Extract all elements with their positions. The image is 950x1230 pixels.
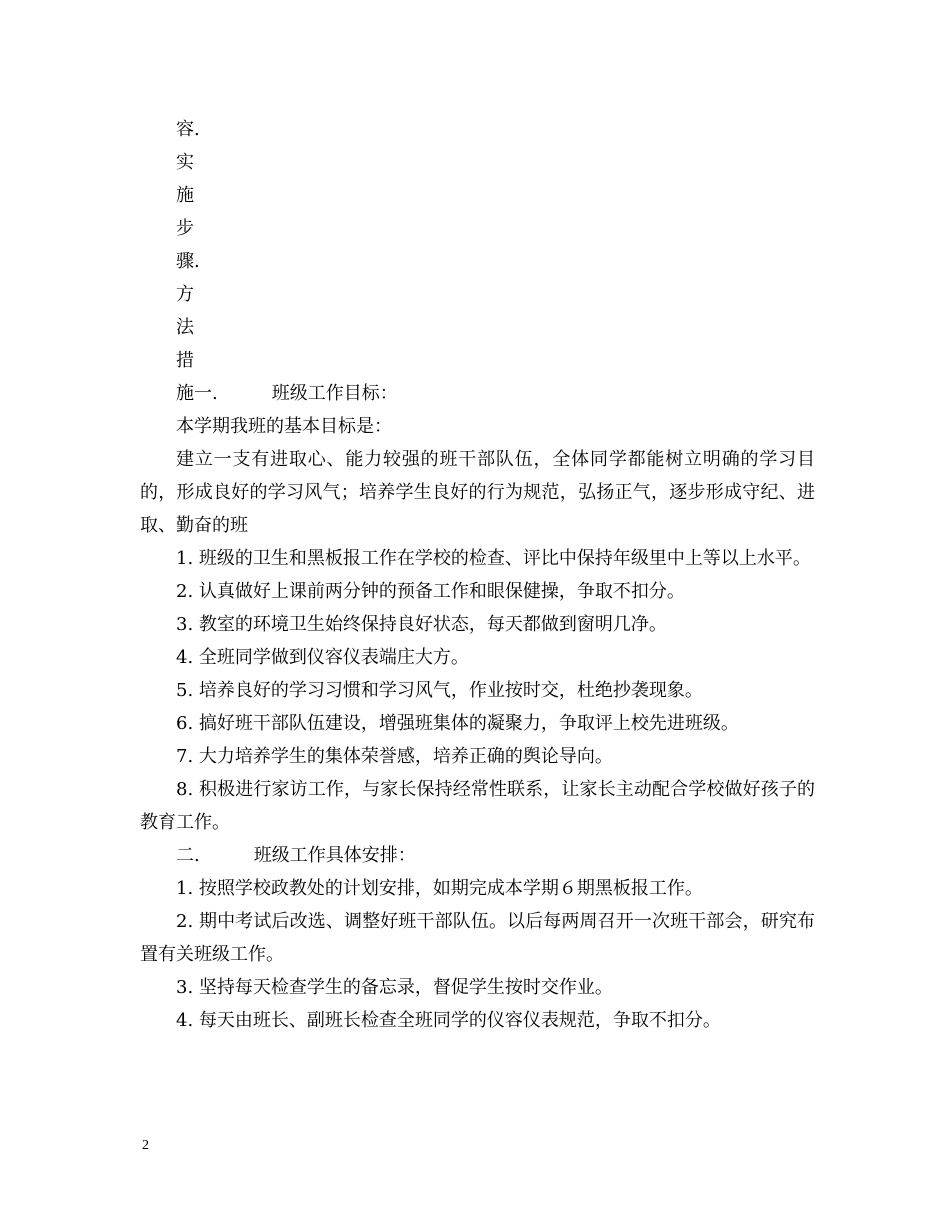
section-title: 班级工作具体安排：	[253, 845, 416, 866]
list-item: 8. 积极进行家访工作，与家长保持经常性联系，让家长主动配合学校做好孩子的教育工作。	[140, 779, 815, 833]
section-prefix: 施一.	[176, 383, 218, 404]
list-item: 1. 按照学校政教处的计划安排，如期完成本学期６期黑板报工作。	[176, 878, 703, 899]
vertical-char: 施	[176, 185, 194, 206]
intro-line: 本学期我班的基本目标是：	[176, 416, 392, 437]
list-item: 6. 搞好班干部队伍建设，增强班集体的凝聚力，争取评上校先进班级。	[176, 713, 739, 734]
list-item: 2. 认真做好上课前两分钟的预备工作和眼保健操，争取不扣分。	[176, 581, 685, 602]
section-heading-goals	[140, 377, 815, 410]
vertical-char: 步	[176, 218, 194, 239]
vertical-char: 措	[176, 350, 194, 371]
list-item: 5. 培养良好的学习习惯和学习风气，作业按时交，杜绝抄袭现象。	[176, 680, 703, 701]
list-item: 3. 教室的环境卫生始终保持良好状态，每天都做到窗明几净。	[176, 614, 667, 635]
section-heading-arrangements	[140, 839, 815, 872]
vertical-char: 容.	[176, 119, 200, 140]
vertical-char: 骤.	[176, 251, 200, 272]
list-item: 2. 期中考试后改选、调整好班干部队伍。以后每两周召开一次班干部会，研究布置有关班级工作。	[140, 911, 815, 965]
list-item: 1. 班级的卫生和黑板报工作在学校的检查、评比中保持年级里中上等以上水平。	[176, 548, 811, 569]
goal-paragraph: 建立一支有进取心、能力较强的班干部队伍，全体同学都能树立明确的学习目的，形成良好的学习风气；培养学生良好的行为规范，弘扬正气，逐步形成守纪、进取、勤奋的班	[140, 449, 815, 536]
list-item: 7. 大力培养学生的集体荣誉感，培养正确的舆论导向。	[176, 746, 613, 767]
document-body	[140, 113, 815, 1037]
goal-list	[140, 542, 815, 839]
vertical-char: 方	[176, 284, 194, 305]
arrangement-list	[140, 872, 815, 1037]
list-item: 4. 每天由班长、副班长检查全班同学的仪容仪表规范，争取不扣分。	[176, 1010, 721, 1031]
vertical-char: 实	[176, 152, 194, 173]
list-item: 3. 坚持每天检查学生的备忘录，督促学生按时交作业。	[176, 977, 613, 998]
vertical-char: 法	[176, 317, 194, 338]
section-prefix: 二.	[176, 845, 200, 866]
list-item: 4. 全班同学做到仪容仪表端庄大方。	[176, 647, 469, 668]
page-number: 2	[142, 1138, 149, 1153]
vertical-heading	[140, 113, 815, 377]
section-title: 班级工作目标：	[271, 383, 398, 404]
